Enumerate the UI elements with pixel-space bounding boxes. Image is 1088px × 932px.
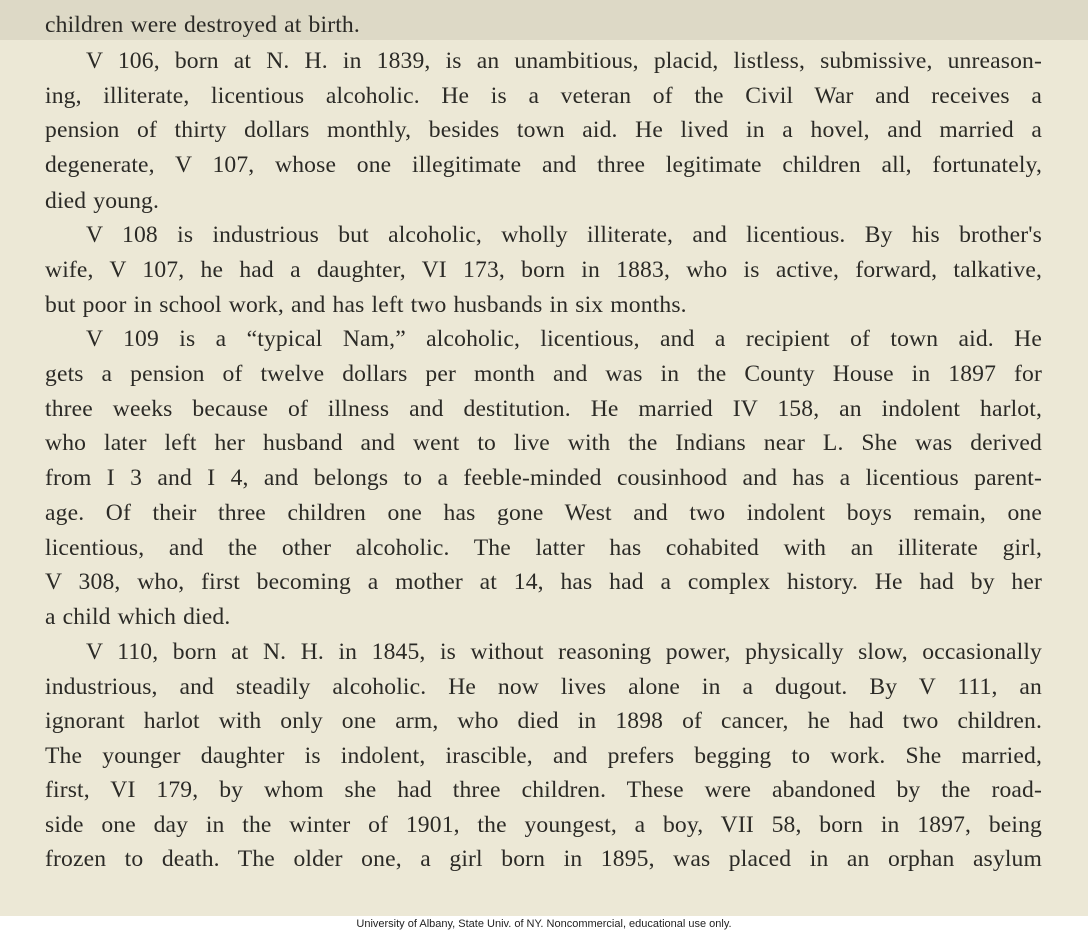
- paragraph-v109-line: licentious, and the other alcoholic. The latter has cohabited with an illiterate girl,: [45, 535, 1042, 561]
- text-line: children were destroyed at birth.: [45, 12, 360, 38]
- paragraph-v106-line: V 106, born at N. H. in 1839, is an unambitious, placid, listless, submissive, unreason-: [86, 48, 1042, 74]
- paragraph-v106-line: degenerate, V 107, whose one illegitimate and three legitimate children all, fortunately,: [45, 152, 1042, 178]
- paragraph-v106-line: pension of thirty dollars monthly, besides town aid. He lived in a hovel, and married a: [45, 117, 1042, 143]
- paragraph-v110-line: side one day in the winter of 1901, the youngest, a boy, VII 58, born in 1897, being: [45, 812, 1042, 838]
- paragraph-v109-line: V 308, who, first becoming a mother at 14, has had a complex history. He had by her: [45, 569, 1042, 595]
- paragraph-v109-line: gets a pension of twelve dollars per month and was in the County House in 1897 for: [45, 361, 1042, 387]
- paragraph-v108-line: wife, V 107, he had a daughter, VI 173, born in 1883, who is active, forward, talkative,: [45, 257, 1042, 283]
- paragraph-v110-line: frozen to death. The older one, a girl born in 1895, was placed in an orphan asylum: [45, 846, 1042, 872]
- paragraph-v109-line: V 109 is a “typical Nam,” alcoholic, licentious, and a recipient of town aid. He: [86, 326, 1042, 352]
- paragraph-v110-line: ignorant harlot with only one arm, who died in 1898 of cancer, he had two children.: [45, 708, 1042, 734]
- paragraph-v109-line: who later left her husband and went to live with the Indians near L. She was derived: [45, 430, 1042, 456]
- paragraph-v110-line: first, VI 179, by whom she had three children. These were abandoned by the road-: [45, 777, 1042, 803]
- usage-credit: University of Albany, State Univ. of NY. Noncommercial, educational use only.: [0, 916, 1088, 932]
- paragraph-v108-line: V 108 is industrious but alcoholic, wholly illiterate, and licentious. By his brother's: [86, 222, 1042, 248]
- paragraph-v109-line: a child which died.: [45, 604, 231, 630]
- paragraph-v110-line: The younger daughter is indolent, irascible, and prefers begging to work. She married,: [45, 743, 1042, 769]
- paragraph-v109-line: three weeks because of illness and destitution. He married IV 158, an indolent harlot,: [45, 396, 1042, 422]
- paragraph-v110-line: V 110, born at N. H. in 1845, is without reasoning power, physically slow, occasionally: [86, 639, 1042, 665]
- paragraph-v109-line: from I 3 and I 4, and belongs to a feeble-minded cousinhood and has a licentious parent-: [45, 465, 1042, 491]
- paragraph-v110-line: industrious, and steadily alcoholic. He now lives alone in a dugout. By V 111, an: [45, 674, 1042, 700]
- paragraph-v109-line: age. Of their three children one has gone West and two indolent boys remain, one: [45, 500, 1042, 526]
- paragraph-v106-line: died young.: [45, 188, 160, 214]
- paragraph-v108-line: but poor in school work, and has left two husbands in six months.: [45, 292, 687, 318]
- paragraph-v106-line: ing, illiterate, licentious alcoholic. He is a veteran of the Civil War and receives a: [45, 83, 1042, 109]
